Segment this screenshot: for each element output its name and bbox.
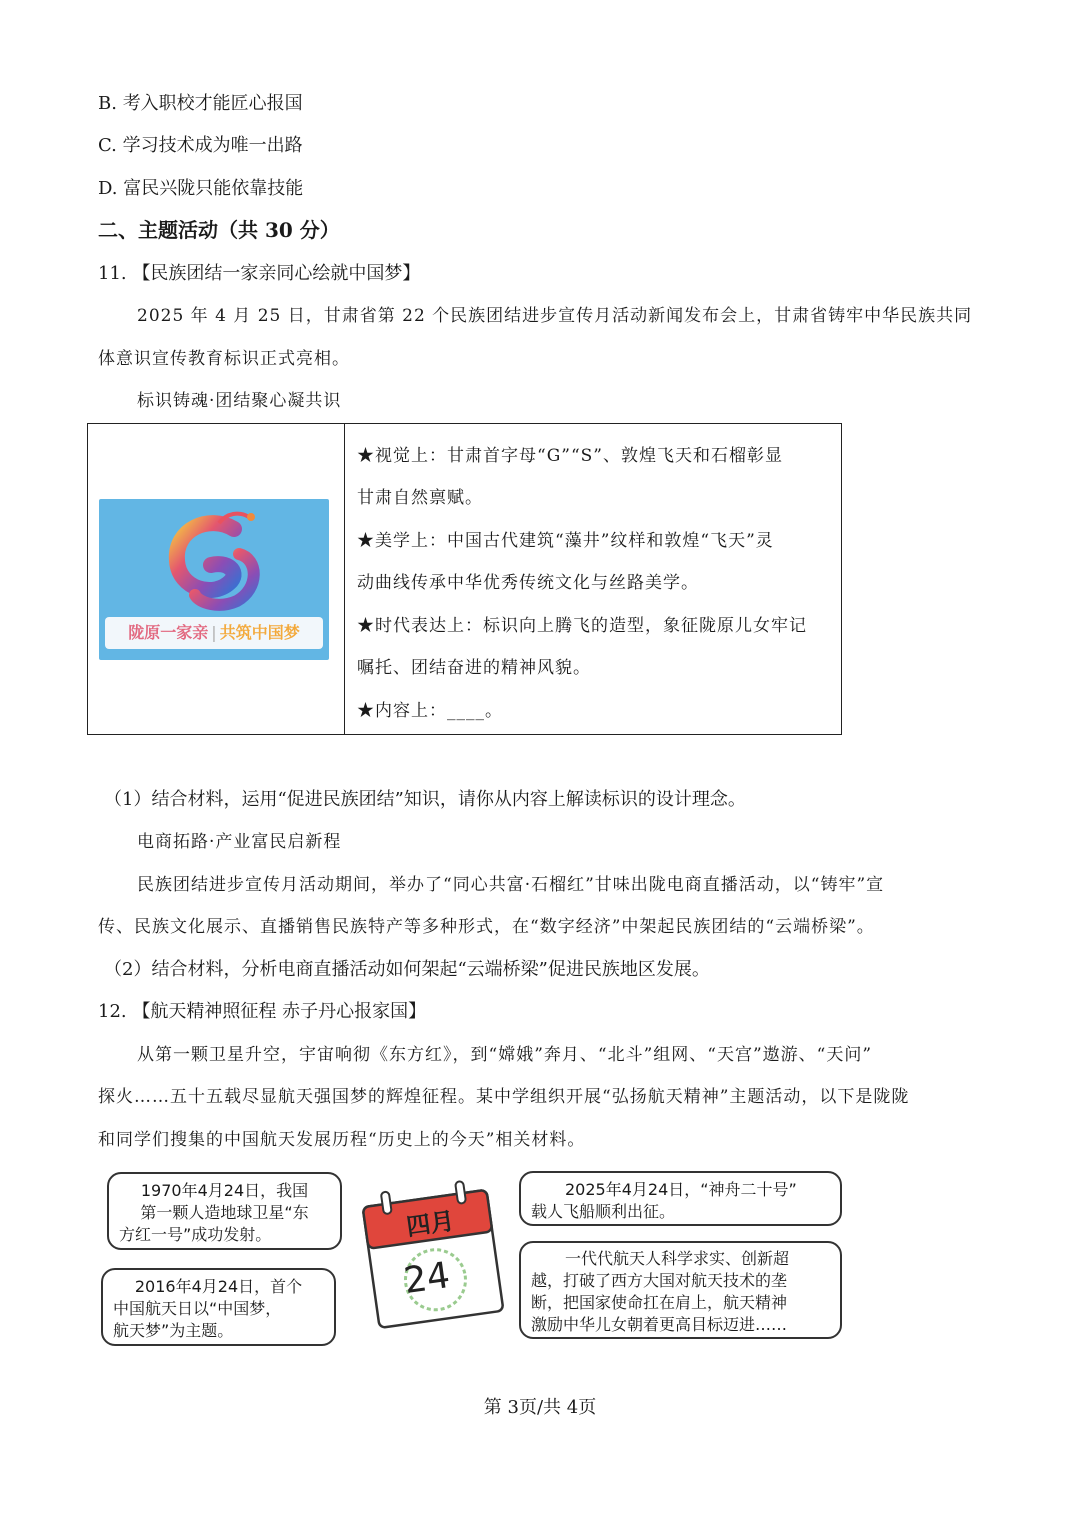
bubble-line: 航天梦”为主题。 — [113, 1321, 234, 1340]
q11-intro-line1: 2025 年 4 月 25 日，甘肃省第 22 个民族团结进步宣传月活动新闻发布会上，甘肃省铸牢中华民族共同 — [137, 306, 973, 326]
bubble-line: 一代代航天人科学求实、创新超 — [565, 1249, 790, 1268]
cell-line: ★内容上：____。 — [357, 701, 503, 721]
q11-material2-line1: 民族团结进步宣传月活动期间，举办了“同心共富·石榴红”甘味出陇电商直播活动，以“铸牢”宣 — [137, 875, 885, 895]
bubble-line: 越，打破了西方大国对航天技术的垄 — [531, 1271, 788, 1290]
gansu-logo-image — [99, 499, 329, 660]
bubble-line: 载人飞船顺利出征。 — [531, 1202, 676, 1221]
option-b: B. 考入职校才能匠心报国 — [98, 93, 303, 114]
q11-subheading-1: 标识铸魂·团结聚心凝共识 — [137, 391, 342, 411]
q12-title: 12. 【航天精神照征程 赤子丹心报家国】 — [98, 1001, 427, 1022]
gs-emblem-icon — [99, 499, 329, 619]
page-footer: 第 3页/共 4页 — [483, 1397, 597, 1418]
bubble-line: 2016年4月24日，首个 — [134, 1277, 303, 1296]
bubble-line: 第一颗人造地球卫星“东 — [140, 1203, 309, 1222]
cell-line: ★美学上：中国古代建筑“藻井”纹样和敦煌“飞天”灵 — [357, 531, 774, 551]
bubble-2016 — [101, 1268, 336, 1346]
bubble-line: 断，把国家使命扛在肩上，航天精神 — [531, 1293, 788, 1312]
cell-line: 甘肃自然禀赋。 — [357, 488, 483, 508]
q12-intro-line1: 从第一颗卫星升空，宇宙响彻《东方红》，到“嫦娥”奔月、“北斗”组网、“天宫”遨游、“天问” — [137, 1045, 873, 1065]
q11-subheading-2: 电商拓路·产业富民启新程 — [137, 832, 342, 852]
option-d: D. 富民兴陇只能依靠技能 — [98, 178, 304, 199]
calendar-icon — [360, 1180, 505, 1330]
option-c: C. 学习技术成为唯一出路 — [98, 135, 303, 156]
bubble-line: 激励中华儿女朝着更高目标迈进…… — [531, 1315, 788, 1334]
cell-line: ★视觉上：甘肃首字母“G”“S”、敦煌飞天和石榴彰显 — [357, 446, 783, 466]
cell-line: 动曲线传承中华优秀传统文化与丝路美学。 — [357, 573, 699, 593]
section-title: 二、主题活动（共 30 分） — [98, 218, 340, 242]
logo-table — [87, 423, 842, 735]
calendar-day: 24 — [401, 1255, 453, 1302]
table-divider — [344, 424, 345, 734]
bubble-spirit — [519, 1241, 842, 1339]
bubble-line: 方红一号”成功发射。 — [119, 1225, 272, 1244]
q11-part2: （2）结合材料，分析电商直播活动如何架起“云端桥梁”促进民族地区发展。 — [104, 959, 710, 980]
bubble-line: 2025年4月24日，“神舟二十号” — [565, 1180, 797, 1199]
bubble-2025 — [519, 1171, 842, 1226]
q12-intro-line3: 和同学们搜集的中国航天发展历程“历史上的今天”相关材料。 — [98, 1130, 586, 1150]
bubble-line: 中国航天日以“中国梦， — [113, 1299, 282, 1318]
q12-intro-line2: 探火……五十五载尽显航天强国梦的辉煌征程。某中学组织开展“弘扬航天精神”主题活动，以下是陇陇 — [98, 1087, 910, 1107]
cell-line: ★时代表达上：标识向上腾飞的造型，象征陇原儿女牢记 — [357, 616, 807, 636]
cell-line: 嘱托、团结奋进的精神风貌。 — [357, 658, 591, 678]
bubble-1970 — [107, 1172, 342, 1250]
logo-slogan: 陇原一家亲 | 共筑中国梦 — [105, 617, 323, 649]
q11-part1: （1）结合材料，运用“促进民族团结”知识，请你从内容上解读标识的设计理念。 — [104, 789, 746, 810]
bubble-line: 1970年4月24日，我国 — [140, 1181, 309, 1200]
q11-intro-line2: 体意识宣传教育标识正式亮相。 — [98, 349, 350, 369]
calendar-month: 四月 — [404, 1206, 457, 1242]
q11-material2-line2: 传、民族文化展示、直播销售民族特产等多种形式，在“数字经济”中架起民族团结的“云端桥梁”。 — [98, 917, 875, 937]
q11-title: 11. 【民族团结一家亲同心绘就中国梦】 — [98, 263, 421, 284]
